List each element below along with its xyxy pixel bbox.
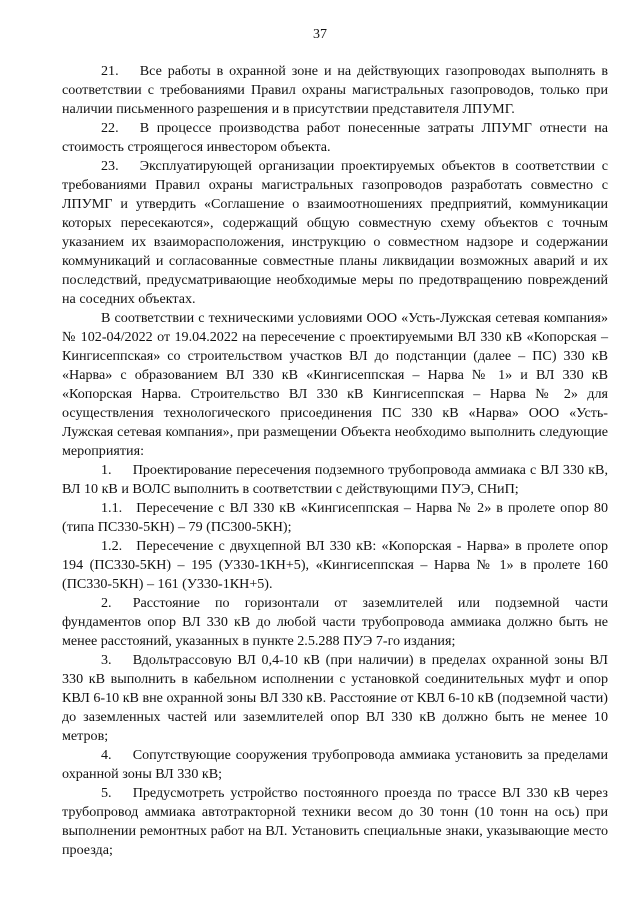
list-item-5: 5. Предусмотреть устройство постоянного проезда по трассе ВЛ 330 кВ через трубопровод аммиака автотракторной техники весом до 30 тонн (10 тонн на ось) при выполнении ремонтных работ на ВЛ. Установить специальные знаки, указывающие место проезда; [62, 785, 608, 858]
paragraph-technical-conditions: В соответствии с техническими условиями ООО «Усть-Лужская сетевая компания» № 102-04/2022 от 19.04.2022 на пересечение с проектируемыми ВЛ 330 кВ «Копорская – Кингисеппская» со строительством участков ВЛ до подстанции (далее – ПС) 330 кВ «Нарва» с образованием ВЛ 330 кВ «Кингисеппская – Нарва № 1» и ВЛ 330 кВ «Копорская Нарва. Строительство ВЛ 330 кВ Кингисеппская – Нарва № 2» для осуществления технологического присоединения ПС 330 кВ «Нарва» ООО «Усть-Лужская сетевая компания», при размещении Объекта необходимо выполнить следующие мероприятия: [62, 310, 608, 459]
list-item-1-2: 1.2. Пересечение с двухцепной ВЛ 330 кВ: «Копорская - Нарва» в пролете опор 194 (ПС330-5КН) – 195 (У330-1КН+5), «Кингисеппская – Нарва № 1» в пролете 160 (ПС330-5КН) – 161 (У330-1КН+5). [62, 538, 608, 592]
list-item-2: 2. Расстояние по горизонтали от заземлителей или подземной части фундаментов опор ВЛ 330 кВ до любой части трубопровода аммиака должно быть не менее расстояний, указанных в пункте 2.5.288 ПУЭ 7-го издания; [62, 595, 608, 649]
page-number: 37 [313, 27, 327, 42]
paragraph-23: 23. Эксплуатирующей организации проектируемых объектов в соответствии с требованиями Правил охраны магистральных газопроводов разработать совместно с ЛПУМГ и утвердить «Соглашение о взаимоотношениях предприятий, коммуникации которых пересекаются», содержащий общую совместную схему объектов с точным указанием их взаиморасположения, инструкцию о совместном надзоре и содержании коммуникаций и согласованные совместные планы ликвидации возможных аварий и их последствий, предусматривающие необходимые меры по предотвращению повреждений на соседних объектах. [62, 158, 608, 307]
document-body [62, 62, 608, 860]
list-item-3: 3. Вдольтрассовую ВЛ 0,4-10 кВ (при наличии) в пределах охранной зоны ВЛ 330 кВ выполнить в кабельном исполнении с установкой соединительных муфт и опор КВЛ 6-10 кВ вне охранной зоны ВЛ 330 кВ. Расстояние от КВЛ 6-10 кВ (подземной части) до заземленных частей или заземлителей опор ВЛ 330 кВ должно быть не менее 10 метров; [62, 652, 608, 744]
list-item-1: 1. Проектирование пересечения подземного трубопровода аммиака с ВЛ 330 кВ, ВЛ 10 кВ и ВОЛС выполнить в соответствии с действующими ПУЭ, СНиП; [62, 462, 608, 497]
list-item-1-1: 1.1. Пересечение с ВЛ 330 кВ «Кингисеппская – Нарва № 2» в пролете опор 80 (типа ПС330-5КН) – 79 (ПС300-5КН); [62, 500, 608, 535]
paragraph-22: 22. В процессе производства работ понесенные затраты ЛПУМГ отнести на стоимость строящегося инвестором объекта. [62, 120, 608, 155]
list-item-4: 4. Сопутствующие сооружения трубопровода аммиака установить за пределами охранной зоны ВЛ 330 кВ; [62, 747, 608, 782]
paragraph-21: 21. Все работы в охранной зоне и на действующих газопроводах выполнять в соответствии с требованиями Правил охраны магистральных газопроводов, только при наличии письменного разрешения и в присутствии представителя ЛПУМГ. [62, 63, 608, 117]
